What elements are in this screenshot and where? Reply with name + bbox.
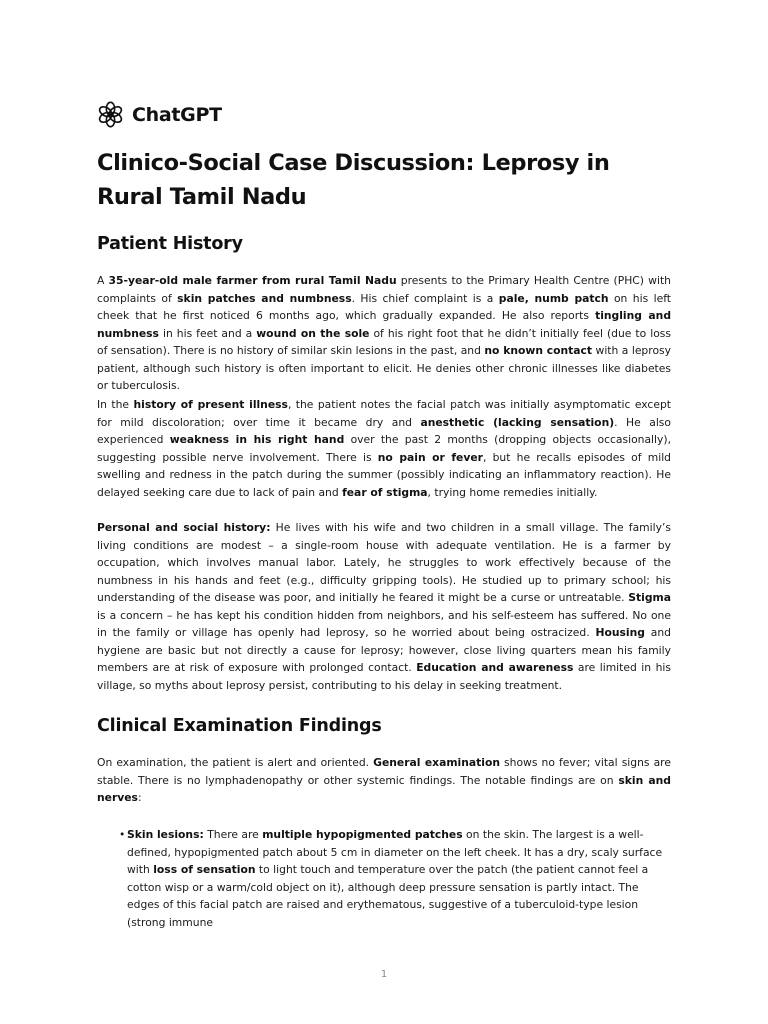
paragraph-social-history: Personal and social history: He lives with his wife and two children in a small village. The family’s living conditions are modest – a single-room house with adequate ventilation. He is a farmer by occupation, which involves manual labor. Lately, he struggles to work effectively because of the numbness in his hands and feet (e.g., difficulty gripping tools). He studied up to primary school; his understanding of the disease was poor, and initially he feared it might be a curse or untreatable. Stigma is a concern – he has kept his condition hidden from neighbors, and his self-esteem has suffered. No one in the family or village has openly had leprosy, so he worried about being ostracized. Housing and hygiene are basic but not directly a cause for leprosy; however, close living quarters mean his family members are at risk of exposure with prolonged contact. Education and awareness are limited in his village, so myths about leprosy persist, contributing to his delay in seeking treatment. <box>97 521 672 692</box>
section-heading-patient-history: Patient History <box>97 234 243 254</box>
page-number: 1 <box>380 969 388 980</box>
paragraph-general-examination: On examination, the patient is alert and oriented. General examination shows no fever; vital signs are stable. There is no lymphadenopathy or other systemic findings. The notable findings are on skin and nerves: <box>97 756 671 804</box>
section-heading-clinical-exam: Clinical Examination Findings <box>97 716 382 736</box>
list-item-skin-lesions: • Skin lesions: There are multiple hypopigmented patches on the skin. The largest is a well-defined, hypopigmented patch about 5 cm in diameter on the left cheek. It has a dry, scaly surface with loss of sensation to light touch and temperature over the patch (the patient cannot feel a cotton wisp or a warm/cold object on it), although deep pressure sensation is partly intact. The edges of this facial patch are raised and erythematous, suggestive of a tuberculoid-type lesion (strong immune <box>119 828 663 929</box>
document-title: Clinico-Social Case Discussion: Leprosy in Rural Tamil Nadu <box>97 150 610 210</box>
bullet-marker: • <box>119 828 126 841</box>
brand-name: ChatGPT <box>132 103 222 126</box>
paragraph-chief-complaint: A 35-year-old male farmer from rural Tamil Nadu presents to the Primary Health Centre (PHC) with complaints of skin patches and numbness. His chief complaint is a pale, numb patch on his left cheek that he first noticed 6 months ago, which gradually expanded. He also reports tingling and numbness in his feet and a wound on the sole of his right foot that he didn’t initially feel (due to loss of sensation). There is no history of similar skin lesions in the past, and no known contact with a leprosy patient, although such history is often important to elicit. He denies other chronic illnesses like diabetes or tuberculosis. <box>97 274 672 392</box>
paragraph-present-illness: In the history of present illness, the patient notes the facial patch was initially asymptomatic except for mild discoloration; over time it became dry and anesthetic (lacking sensation). He also experienced weakness in his right hand over the past 2 months (dropping objects occasionally), suggesting possible nerve involvement. There is no pain or fever, but he recalls episodes of mild swelling and redness in the patch during the summer (possibly indicating an inflammatory reaction). He delayed seeking care due to lack of pain and fear of stigma, trying home remedies initially. <box>97 398 671 499</box>
brand-header <box>97 101 222 128</box>
openai-logo-icon <box>97 101 124 128</box>
